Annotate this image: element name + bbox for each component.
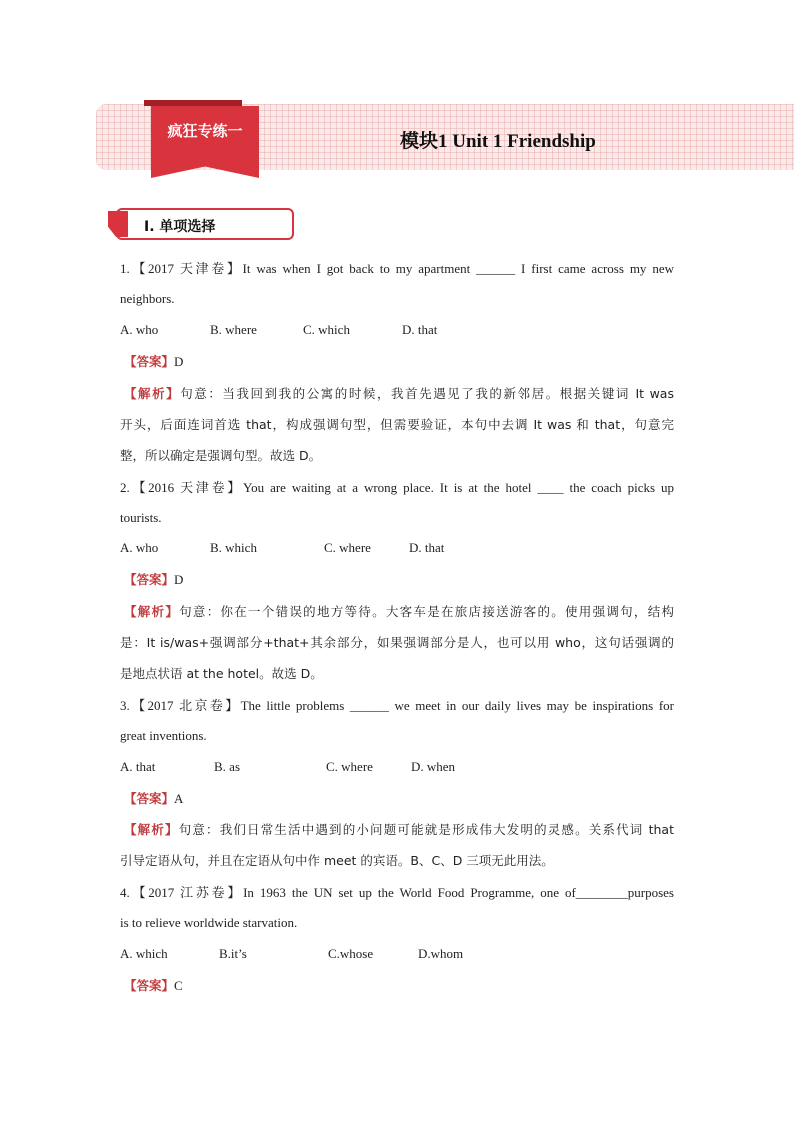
analysis-tag: 【解析】 (124, 822, 179, 837)
header-badge: 疯狂专练一 (167, 122, 243, 140)
question-4-option-d: D.whom (418, 946, 464, 961)
analysis-text: 句意：我们日常生活中遇到的小问题可能就是形成伟大发明的灵感。关系代词 that (178, 822, 674, 837)
question-2-analysis-line-1 (124, 603, 674, 621)
question-4-option-c: C.whose (328, 946, 374, 961)
ribbon-top-bar (144, 100, 242, 106)
question-3-stem-line-1: 3.【2017 北京卷】The little problems ______ we meet in our daily lives may be inspirations for (120, 698, 674, 713)
question-3-option-b: B. as (214, 759, 240, 774)
answer-value: A (174, 791, 184, 806)
question-4-answer (124, 977, 678, 995)
question-2-stem-line-1: 2.【2016 天津卷】You are waiting at a wrong place. It is at the hotel ____ the coach picks up (120, 480, 674, 495)
question-4-stem-line-1: 4.【2017 江苏卷】In 1963 the UN set up the World Food Programme, one of________purposes (120, 885, 674, 900)
question-2-option-c: C. where (324, 540, 371, 555)
question-4-option-b: B.it’s (219, 946, 247, 961)
question-1-answer (124, 353, 678, 371)
question-4-option-a: A. which (120, 946, 168, 961)
question-1-analysis-line-2: 开头，后面连词首选 that，构成强调句型，但需要验证，本句中去调 It was 和 that，句意完 (120, 417, 674, 432)
question-2-option-b: B. which (210, 540, 257, 555)
answer-tag: 【答案】 (124, 791, 175, 806)
question-1-option-b: B. where (210, 322, 257, 337)
question-2-answer (124, 571, 678, 589)
question-1-option-a: A. who (120, 322, 159, 337)
question-2-stem-line-2: tourists. (120, 510, 162, 525)
question-1-analysis-line-1 (124, 385, 674, 403)
section-heading-tab (108, 211, 128, 237)
question-3-analysis-line-1 (124, 821, 674, 839)
answer-value: C (174, 978, 183, 993)
question-3-analysis-line-2: 引导定语从句，并且在定语从句中作 meet 的宾语。B、C、D 三项无此用法。 (120, 853, 554, 868)
answer-value: D (174, 354, 184, 369)
answer-tag: 【答案】 (124, 572, 175, 587)
analysis-text: 句意：你在一个错误的地方等待。大客车是在旅店接送游客的。使用强调句，结构 (179, 604, 674, 619)
answer-tag: 【答案】 (124, 354, 175, 369)
question-1-option-d: D. that (402, 322, 438, 337)
question-2-analysis-line-3: 是地点状语 at the hotel。故选 D。 (120, 666, 323, 681)
question-3-option-c: C. where (326, 759, 373, 774)
analysis-tag: 【解析】 (124, 604, 180, 619)
analysis-tag: 【解析】 (124, 386, 181, 401)
question-3-option-a: A. that (120, 759, 156, 774)
question-3-stem-line-2: great inventions. (120, 728, 207, 743)
analysis-text: 句意：当我回到我的公寓的时候，我首先遇见了我的新邻居。根据关键词 It was (180, 386, 674, 401)
question-1-stem-line-1: 1.【2017 天津卷】It was when I got back to my apartment ______ I first came across my new (120, 261, 674, 276)
question-2-option-a: A. who (120, 540, 159, 555)
question-2-analysis-line-2: 是：It is/was+强调部分+that+其余部分，如果强调部分是人，也可以用 who，这句话强调的 (120, 635, 674, 650)
question-1-stem-line-2: neighbors. (120, 291, 175, 306)
question-4-stem-line-2: is to relieve worldwide starvation. (120, 915, 298, 930)
question-3-option-d: D. when (411, 759, 456, 774)
question-1-option-c: C. which (303, 322, 350, 337)
question-1-analysis-line-3: 整，所以确定是强调句型。故选 D。 (120, 448, 322, 463)
question-2-option-d: D. that (409, 540, 445, 555)
answer-tag: 【答案】 (124, 978, 175, 993)
answer-value: D (174, 572, 184, 587)
question-3-answer (124, 790, 678, 808)
page-title: 模块1 Unit 1 Friendship (400, 131, 596, 152)
section-heading: Ⅰ. 单项选择 (144, 219, 216, 235)
